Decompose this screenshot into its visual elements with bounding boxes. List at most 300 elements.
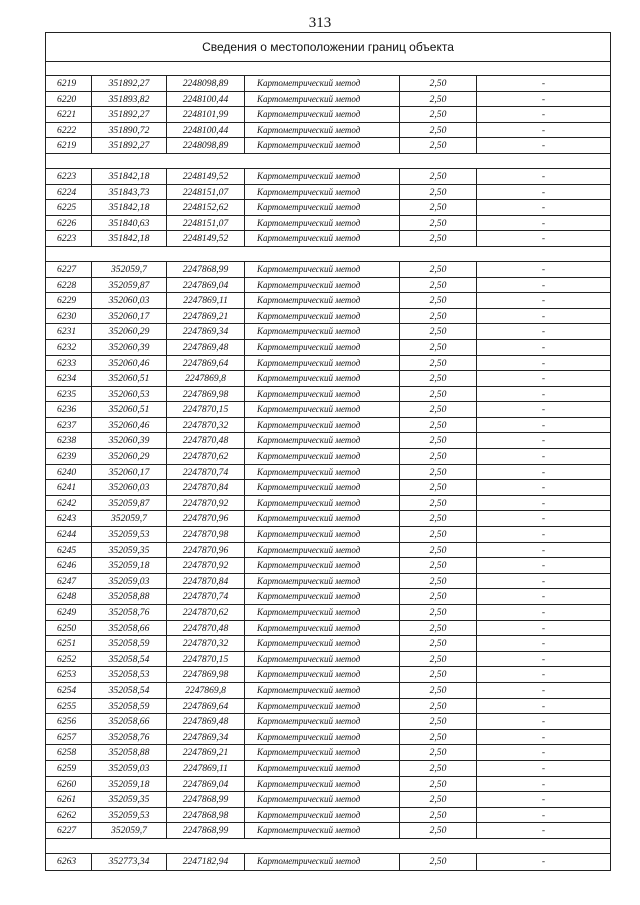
cell-y: 2248098,89 xyxy=(167,138,245,153)
cell-note: - xyxy=(541,217,546,229)
table-row xyxy=(46,185,610,201)
cell-accuracy: 2,50 xyxy=(400,185,477,200)
cell-method: Картометрический метод xyxy=(245,761,400,776)
cell-point: 6245 xyxy=(46,543,92,558)
cell-accuracy: 2,50 xyxy=(400,543,477,558)
cell-method: Картометрический метод xyxy=(245,278,400,293)
cell-x: 352060,46 xyxy=(92,356,167,371)
cell-y: 2248098,89 xyxy=(167,76,245,91)
cell-y: 2247869,64 xyxy=(167,699,245,714)
cell-method: Картометрический метод xyxy=(245,433,400,448)
cell-note: - xyxy=(541,186,546,198)
cell-y: 2247869,8 xyxy=(167,683,245,698)
cell-note: - xyxy=(541,373,546,385)
cell-note: - xyxy=(541,233,546,245)
cell-point: 6248 xyxy=(46,589,92,604)
cell-y: 2247869,21 xyxy=(167,309,245,324)
cell-accuracy: 2,50 xyxy=(400,792,477,807)
table-row xyxy=(46,402,610,418)
cell-point: 6225 xyxy=(46,200,92,215)
cell-y: 2247869,8 xyxy=(167,371,245,386)
cell-point: 6224 xyxy=(46,185,92,200)
cell-method: Картометрический метод xyxy=(245,792,400,807)
cell-y: 2247868,99 xyxy=(167,792,245,807)
cell-x: 352060,39 xyxy=(92,340,167,355)
cell-y: 2248152,62 xyxy=(167,200,245,215)
cell-method: Картометрический метод xyxy=(245,216,400,231)
cell-point: 6240 xyxy=(46,465,92,480)
cell-point: 6235 xyxy=(46,387,92,402)
cell-point: 6236 xyxy=(46,402,92,417)
cell-method: Картометрический метод xyxy=(245,777,400,792)
cell-accuracy: 2,50 xyxy=(400,123,477,138)
cell-note: - xyxy=(541,855,546,867)
cell-x: 352059,87 xyxy=(92,278,167,293)
cell-accuracy: 2,50 xyxy=(400,667,477,682)
cell-note: - xyxy=(541,669,546,681)
cell-note: - xyxy=(541,747,546,759)
table-row xyxy=(46,107,610,123)
cell-method: Картометрический метод xyxy=(245,854,400,870)
cell-point: 6223 xyxy=(46,169,92,184)
cell-y: 2248151,07 xyxy=(167,216,245,231)
cell-accuracy: 2,50 xyxy=(400,699,477,714)
cell-point: 6260 xyxy=(46,777,92,792)
cell-method: Картометрический метод xyxy=(245,699,400,714)
cell-accuracy: 2,50 xyxy=(400,387,477,402)
cell-y: 2247870,15 xyxy=(167,652,245,667)
cell-point: 6257 xyxy=(46,730,92,745)
cell-method: Картометрический метод xyxy=(245,683,400,698)
group-separator xyxy=(46,154,610,169)
cell-x: 352773,34 xyxy=(92,854,167,870)
cell-x: 352058,59 xyxy=(92,699,167,714)
cell-note: - xyxy=(541,762,546,774)
cell-x: 351892,27 xyxy=(92,107,167,122)
cell-note: - xyxy=(541,78,546,89)
cell-accuracy: 2,50 xyxy=(400,558,477,573)
cell-point: 6241 xyxy=(46,480,92,495)
cell-method: Картометрический метод xyxy=(245,76,400,91)
cell-x: 352059,35 xyxy=(92,543,167,558)
cell-note: - xyxy=(541,295,546,307)
cell-note: - xyxy=(541,326,546,338)
cell-note: - xyxy=(541,341,546,353)
cell-method: Картометрический метод xyxy=(245,262,400,277)
table-row xyxy=(46,543,610,559)
table-row xyxy=(46,589,610,605)
cell-point: 6228 xyxy=(46,278,92,293)
cell-accuracy: 2,50 xyxy=(400,745,477,760)
table-row xyxy=(46,823,610,839)
cell-point: 6239 xyxy=(46,449,92,464)
table-row xyxy=(46,465,610,481)
cell-accuracy: 2,50 xyxy=(400,418,477,433)
table-row xyxy=(46,293,610,309)
cell-note: - xyxy=(541,279,546,291)
cell-note: - xyxy=(541,684,546,696)
cell-method: Картометрический метод xyxy=(245,123,400,138)
table-title: Сведения о местоположении границ объекта xyxy=(46,33,610,62)
cell-accuracy: 2,50 xyxy=(400,449,477,464)
cell-x: 352059,03 xyxy=(92,574,167,589)
cell-x: 352060,46 xyxy=(92,418,167,433)
cell-y: 2247869,48 xyxy=(167,340,245,355)
cell-note: - xyxy=(541,809,546,821)
cell-x: 351840,63 xyxy=(92,216,167,231)
table-row xyxy=(46,730,610,746)
cell-note: - xyxy=(541,653,546,665)
cell-x: 352058,76 xyxy=(92,605,167,620)
cell-method: Картометрический метод xyxy=(245,371,400,386)
cell-y: 2247869,98 xyxy=(167,667,245,682)
cell-x: 351892,27 xyxy=(92,76,167,91)
cell-y: 2248100,44 xyxy=(167,92,245,107)
cell-note: - xyxy=(541,560,546,572)
cell-accuracy: 2,50 xyxy=(400,652,477,667)
cell-x: 352058,66 xyxy=(92,714,167,729)
cell-y: 2247869,34 xyxy=(167,324,245,339)
cell-accuracy: 2,50 xyxy=(400,527,477,542)
cell-accuracy: 2,50 xyxy=(400,574,477,589)
cell-y: 2248151,07 xyxy=(167,185,245,200)
cell-accuracy: 2,50 xyxy=(400,216,477,231)
cell-note: - xyxy=(541,310,546,322)
cell-method: Картометрический метод xyxy=(245,730,400,745)
cell-point: 6219 xyxy=(46,76,92,91)
cell-y: 2247870,62 xyxy=(167,449,245,464)
cell-method: Картометрический метод xyxy=(245,169,400,184)
cell-point: 6252 xyxy=(46,652,92,667)
cell-point: 6258 xyxy=(46,745,92,760)
cell-note: - xyxy=(541,794,546,806)
cell-x: 352058,88 xyxy=(92,745,167,760)
cell-note: - xyxy=(541,513,546,525)
table-row xyxy=(46,76,610,92)
cell-x: 351843,73 xyxy=(92,185,167,200)
cell-y: 2247869,11 xyxy=(167,761,245,776)
cell-y: 2247870,74 xyxy=(167,589,245,604)
cell-method: Картометрический метод xyxy=(245,527,400,542)
cell-accuracy: 2,50 xyxy=(400,278,477,293)
cell-y: 2247869,04 xyxy=(167,777,245,792)
cell-accuracy: 2,50 xyxy=(400,293,477,308)
cell-accuracy: 2,50 xyxy=(400,107,477,122)
cell-method: Картометрический метод xyxy=(245,402,400,417)
cell-point: 6256 xyxy=(46,714,92,729)
table-row xyxy=(46,371,610,387)
cell-x: 352058,54 xyxy=(92,652,167,667)
cell-y: 2247870,84 xyxy=(167,480,245,495)
cell-point: 6230 xyxy=(46,309,92,324)
table-row xyxy=(46,527,610,543)
cell-point: 6244 xyxy=(46,527,92,542)
cell-accuracy: 2,50 xyxy=(400,714,477,729)
cell-y: 2248101,99 xyxy=(167,107,245,122)
cell-point: 6249 xyxy=(46,605,92,620)
cell-point: 6251 xyxy=(46,636,92,651)
table-row xyxy=(46,387,610,403)
cell-note: - xyxy=(541,263,546,275)
table-row xyxy=(46,278,610,294)
cell-x: 351893,82 xyxy=(92,92,167,107)
cell-point: 6238 xyxy=(46,433,92,448)
cell-note: - xyxy=(541,529,546,541)
cell-point: 6222 xyxy=(46,123,92,138)
cell-method: Картометрический метод xyxy=(245,808,400,823)
cell-accuracy: 2,50 xyxy=(400,262,477,277)
cell-note: - xyxy=(541,170,546,182)
cell-accuracy: 2,50 xyxy=(400,402,477,417)
cell-x: 352059,7 xyxy=(92,511,167,526)
cell-x: 352060,29 xyxy=(92,324,167,339)
cell-method: Картометрический метод xyxy=(245,558,400,573)
cell-note: - xyxy=(541,388,546,400)
cell-note: - xyxy=(541,622,546,634)
cell-y: 2247870,74 xyxy=(167,465,245,480)
table-row xyxy=(46,433,610,449)
table-row xyxy=(46,777,610,793)
table-row xyxy=(46,200,610,216)
cell-note: - xyxy=(541,731,546,743)
cell-x: 352058,66 xyxy=(92,621,167,636)
cell-y: 2247870,96 xyxy=(167,543,245,558)
cell-method: Картометрический метод xyxy=(245,480,400,495)
cell-method: Картометрический метод xyxy=(245,387,400,402)
cell-point: 6242 xyxy=(46,496,92,511)
cell-note: - xyxy=(541,404,546,416)
cell-x: 352059,03 xyxy=(92,761,167,776)
cell-method: Картометрический метод xyxy=(245,340,400,355)
cell-accuracy: 2,50 xyxy=(400,730,477,745)
cell-note: - xyxy=(541,607,546,618)
cell-y: 2247870,32 xyxy=(167,636,245,651)
table-row xyxy=(46,621,610,637)
table-row xyxy=(46,309,610,325)
cell-accuracy: 2,50 xyxy=(400,683,477,698)
cell-accuracy: 2,50 xyxy=(400,371,477,386)
cell-x: 352059,35 xyxy=(92,792,167,807)
cell-method: Картометрический метод xyxy=(245,418,400,433)
cell-method: Картометрический метод xyxy=(245,449,400,464)
cell-y: 2247870,32 xyxy=(167,418,245,433)
table-row xyxy=(46,636,610,652)
cell-note: - xyxy=(541,435,546,447)
table-row xyxy=(46,605,610,621)
cell-method: Картометрический метод xyxy=(245,511,400,526)
table-row xyxy=(46,683,610,699)
cell-point: 6253 xyxy=(46,667,92,682)
cell-x: 352060,53 xyxy=(92,387,167,402)
table-row xyxy=(46,761,610,777)
cell-accuracy: 2,50 xyxy=(400,636,477,651)
cell-accuracy: 2,50 xyxy=(400,92,477,107)
table-row xyxy=(46,574,610,590)
cell-method: Картометрический метод xyxy=(245,745,400,760)
cell-note: - xyxy=(541,591,546,603)
cell-y: 2247870,92 xyxy=(167,496,245,511)
cell-accuracy: 2,50 xyxy=(400,169,477,184)
cell-x: 352059,53 xyxy=(92,527,167,542)
table-row xyxy=(46,511,610,527)
cell-x: 351842,18 xyxy=(92,200,167,215)
table-row xyxy=(46,356,610,372)
cell-method: Картометрический метод xyxy=(245,543,400,558)
cell-accuracy: 2,50 xyxy=(400,511,477,526)
cell-x: 352060,17 xyxy=(92,309,167,324)
cell-y: 2247869,48 xyxy=(167,714,245,729)
cell-x: 352058,53 xyxy=(92,667,167,682)
cell-point: 6250 xyxy=(46,621,92,636)
cell-point: 6219 xyxy=(46,138,92,153)
cell-note: - xyxy=(541,140,546,152)
cell-method: Картометрический метод xyxy=(245,589,400,604)
cell-point: 6247 xyxy=(46,574,92,589)
cell-y: 2247869,21 xyxy=(167,745,245,760)
cell-y: 2247870,62 xyxy=(167,605,245,620)
cell-note: - xyxy=(541,466,546,478)
cell-point: 6234 xyxy=(46,371,92,386)
cell-point: 6227 xyxy=(46,262,92,277)
cell-y: 2247870,15 xyxy=(167,402,245,417)
cell-x: 352058,88 xyxy=(92,589,167,604)
table-row xyxy=(46,449,610,465)
table-row xyxy=(46,699,610,715)
table-row xyxy=(46,480,610,496)
cell-method: Картометрический метод xyxy=(245,636,400,651)
cell-note: - xyxy=(541,109,546,121)
cell-accuracy: 2,50 xyxy=(400,589,477,604)
cell-point: 6231 xyxy=(46,324,92,339)
cell-point: 6255 xyxy=(46,699,92,714)
cell-note: - xyxy=(541,124,546,136)
cell-note: - xyxy=(541,451,546,463)
cell-x: 352059,53 xyxy=(92,808,167,823)
cell-y: 2247870,48 xyxy=(167,621,245,636)
cell-x: 352059,7 xyxy=(92,823,167,838)
table-row xyxy=(46,138,610,154)
cell-y: 2247869,64 xyxy=(167,356,245,371)
cell-accuracy: 2,50 xyxy=(400,433,477,448)
cell-accuracy: 2,50 xyxy=(400,309,477,324)
cell-x: 352058,59 xyxy=(92,636,167,651)
cell-y: 2247870,96 xyxy=(167,511,245,526)
table-row xyxy=(46,216,610,232)
cell-accuracy: 2,50 xyxy=(400,138,477,153)
cell-point: 6262 xyxy=(46,808,92,823)
cell-accuracy: 2,50 xyxy=(400,761,477,776)
cell-y: 2247869,98 xyxy=(167,387,245,402)
cell-x: 352058,76 xyxy=(92,730,167,745)
table-row xyxy=(46,496,610,512)
cell-note: - xyxy=(541,357,546,369)
cell-x: 352060,03 xyxy=(92,480,167,495)
cell-accuracy: 2,50 xyxy=(400,777,477,792)
cell-y: 2247870,92 xyxy=(167,558,245,573)
cell-point: 6223 xyxy=(46,231,92,246)
cell-point: 6259 xyxy=(46,761,92,776)
cell-note: - xyxy=(541,825,546,837)
cell-point: 6221 xyxy=(46,107,92,122)
cell-method: Картометрический метод xyxy=(245,138,400,153)
cell-note: - xyxy=(541,482,546,494)
table-row xyxy=(46,714,610,730)
cell-accuracy: 2,50 xyxy=(400,605,477,620)
cell-method: Картометрический метод xyxy=(245,574,400,589)
cell-x: 351842,18 xyxy=(92,169,167,184)
cell-y: 2247869,11 xyxy=(167,293,245,308)
group-separator xyxy=(46,247,610,262)
table-row xyxy=(46,667,610,683)
table-row xyxy=(46,558,610,574)
cell-y: 2247868,99 xyxy=(167,823,245,838)
cell-accuracy: 2,50 xyxy=(400,480,477,495)
cell-note: - xyxy=(541,93,546,105)
cell-x: 352060,51 xyxy=(92,402,167,417)
cell-accuracy: 2,50 xyxy=(400,324,477,339)
cell-accuracy: 2,50 xyxy=(400,356,477,371)
cell-y: 2247870,48 xyxy=(167,433,245,448)
cell-point: 6227 xyxy=(46,823,92,838)
cell-x: 352059,18 xyxy=(92,777,167,792)
cell-y: 2248149,52 xyxy=(167,169,245,184)
cell-point: 6261 xyxy=(46,792,92,807)
cell-point: 6243 xyxy=(46,511,92,526)
cell-point: 6226 xyxy=(46,216,92,231)
cell-method: Картометрический метод xyxy=(245,107,400,122)
cell-method: Картометрический метод xyxy=(245,356,400,371)
cell-x: 352060,51 xyxy=(92,371,167,386)
cell-x: 352059,7 xyxy=(92,262,167,277)
cell-method: Картометрический метод xyxy=(245,652,400,667)
cell-note: - xyxy=(541,544,546,556)
cell-accuracy: 2,50 xyxy=(400,854,477,870)
table-row xyxy=(46,745,610,761)
cell-y: 2247182,94 xyxy=(167,854,245,870)
cell-method: Картометрический метод xyxy=(245,231,400,246)
cell-x: 352059,87 xyxy=(92,496,167,511)
cell-method: Картометрический метод xyxy=(245,823,400,838)
cell-x: 351892,27 xyxy=(92,138,167,153)
cell-point: 6254 xyxy=(46,683,92,698)
cell-accuracy: 2,50 xyxy=(400,808,477,823)
table-row xyxy=(46,123,610,139)
cell-point: 6220 xyxy=(46,92,92,107)
cell-note: - xyxy=(541,778,546,790)
cell-accuracy: 2,50 xyxy=(400,823,477,838)
table-row xyxy=(46,418,610,434)
cell-method: Картометрический метод xyxy=(245,621,400,636)
cell-method: Картометрический метод xyxy=(245,185,400,200)
cell-y: 2248149,52 xyxy=(167,231,245,246)
cell-x: 352060,17 xyxy=(92,465,167,480)
cell-y: 2247868,98 xyxy=(167,808,245,823)
cell-x: 351842,18 xyxy=(92,231,167,246)
table-row xyxy=(46,262,610,278)
cell-accuracy: 2,50 xyxy=(400,621,477,636)
cell-x: 352060,29 xyxy=(92,449,167,464)
cell-method: Картометрический метод xyxy=(245,309,400,324)
cell-point: 6232 xyxy=(46,340,92,355)
cell-x: 352060,39 xyxy=(92,433,167,448)
cell-method: Картометрический метод xyxy=(245,667,400,682)
table-row xyxy=(46,324,610,340)
cell-note: - xyxy=(541,575,546,587)
cell-accuracy: 2,50 xyxy=(400,465,477,480)
cell-note: - xyxy=(541,638,546,650)
cell-accuracy: 2,50 xyxy=(400,496,477,511)
cell-note: - xyxy=(541,419,546,431)
